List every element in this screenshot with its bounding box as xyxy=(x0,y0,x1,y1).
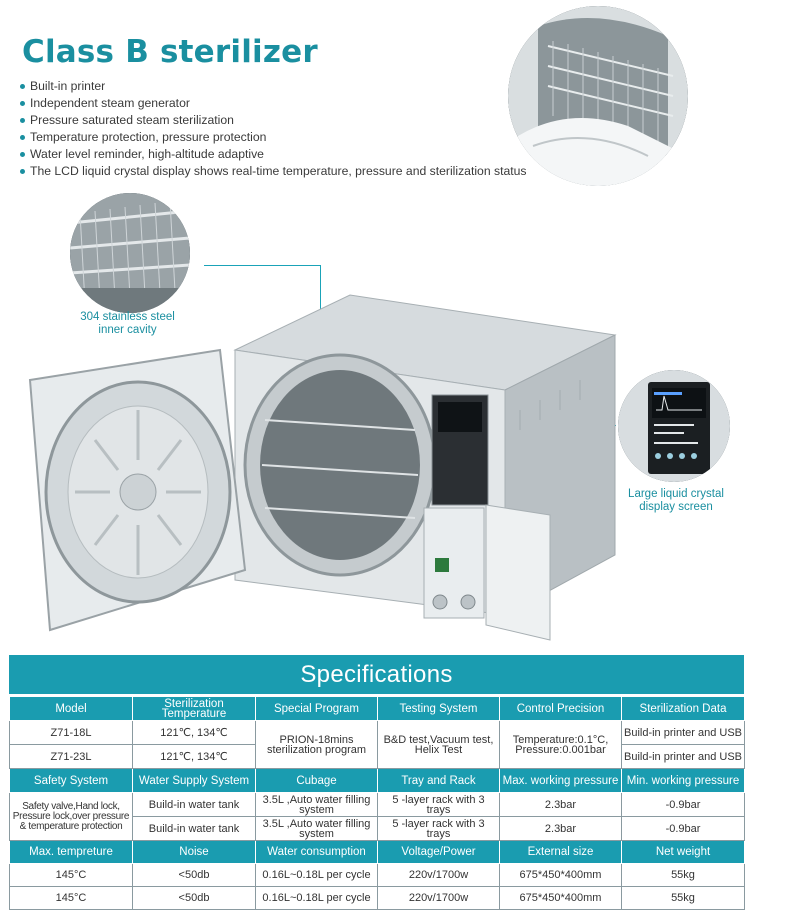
table-cell: -0.9bar xyxy=(622,817,745,841)
rack-closeup-image xyxy=(508,6,688,186)
table-header-cell: Model xyxy=(10,697,133,721)
table-header-cell: Noise xyxy=(133,841,256,864)
table-header-cell: Water consumption xyxy=(256,841,378,864)
feature-item: Built-in printer xyxy=(20,78,527,95)
table-cell: 55kg xyxy=(622,887,745,910)
table-row xyxy=(10,887,745,910)
table-header-cell: Cubage xyxy=(256,769,378,793)
table-header-cell: Tray and Rack xyxy=(378,769,500,793)
page-title: Class B sterilizer xyxy=(22,34,318,70)
table-header-cell: Sterilization Data xyxy=(622,697,745,721)
table-cell: 3.5L ,Auto water filling system xyxy=(256,793,378,817)
table-cell: 2.3bar xyxy=(500,817,622,841)
table-header-cell: Max. working pressure xyxy=(500,769,622,793)
table-cell: 145°C xyxy=(10,864,133,887)
table-cell: 220v/1700w xyxy=(378,887,500,910)
bullet-icon xyxy=(20,101,25,106)
table-cell: B&D test,Vacuum test, Helix Test xyxy=(378,721,500,769)
table-header-cell: Water Supply System xyxy=(133,769,256,793)
specifications-title: Specifications xyxy=(9,655,744,694)
table-cell: -0.9bar xyxy=(622,793,745,817)
table-cell: Temperature:0.1°C, Pressure:0.001bar xyxy=(500,721,622,769)
feature-list xyxy=(20,78,527,180)
sterilizer-illustration xyxy=(20,280,620,650)
table-header-row xyxy=(10,841,745,864)
table-cell: 2.3bar xyxy=(500,793,622,817)
table-cell: Safety valve,Hand lock, Pressure lock,over pressure & temperature protection xyxy=(10,793,133,841)
table-cell: 55kg xyxy=(622,864,745,887)
display-closeup-image xyxy=(618,370,730,482)
table-cell: 220v/1700w xyxy=(378,864,500,887)
table-header-cell: Control Precision xyxy=(500,697,622,721)
table-cell: 145°C xyxy=(10,887,133,910)
feature-item: Temperature protection, pressure protection xyxy=(20,129,527,146)
cavity-callout: 304 stainless steel inner cavity xyxy=(80,311,175,336)
cavity-connector-line xyxy=(204,265,321,266)
table-cell: 675*450*400mm xyxy=(500,864,622,887)
table-cell: 3.5L ,Auto water filling system xyxy=(256,817,378,841)
table-header-cell: Max. tempreture xyxy=(10,841,133,864)
table-header-row xyxy=(10,769,745,793)
table-cell: 5 -layer rack with 3 trays xyxy=(378,793,500,817)
table-cell: 0.16L~0.18L per cycle xyxy=(256,864,378,887)
specifications-table xyxy=(9,696,745,910)
bullet-icon xyxy=(20,118,25,123)
feature-item: Pressure saturated steam sterilization xyxy=(20,112,527,129)
bullet-icon xyxy=(20,135,25,140)
table-cell: Z71-18L xyxy=(10,721,133,745)
table-header-cell: Sterilization Temperature xyxy=(133,697,256,721)
table-cell: PRION-18mins sterilization program xyxy=(256,721,378,769)
table-header-cell: Special Program xyxy=(256,697,378,721)
table-cell: 121℃, 134℃ xyxy=(133,721,256,745)
table-row xyxy=(10,864,745,887)
table-cell: 675*450*400mm xyxy=(500,887,622,910)
feature-item: Water level reminder, high-altitude adaptive xyxy=(20,146,527,163)
table-cell: Z71-23L xyxy=(10,745,133,769)
bullet-icon xyxy=(20,169,25,174)
table-cell: 5 -layer rack with 3 trays xyxy=(378,817,500,841)
table-cell: 0.16L~0.18L per cycle xyxy=(256,887,378,910)
table-cell: Build-in printer and USB xyxy=(622,745,745,769)
table-header-cell: External size xyxy=(500,841,622,864)
table-cell: <50db xyxy=(133,887,256,910)
table-row xyxy=(10,721,745,745)
table-cell: Build-in water tank xyxy=(133,817,256,841)
table-row xyxy=(10,793,745,817)
display-callout: Large liquid crystal display screen xyxy=(628,488,724,513)
feature-item: The LCD liquid crystal display shows real-time temperature, pressure and sterilization status xyxy=(20,163,527,180)
table-header-cell: Net weight xyxy=(622,841,745,864)
table-cell: Build-in water tank xyxy=(133,793,256,817)
specifications-section xyxy=(9,655,744,910)
bullet-icon xyxy=(20,84,25,89)
table-header-row xyxy=(10,697,745,721)
table-header-cell: Voltage/Power xyxy=(378,841,500,864)
table-cell: <50db xyxy=(133,864,256,887)
table-header-cell: Min. working pressure xyxy=(622,769,745,793)
table-header-cell: Testing System xyxy=(378,697,500,721)
table-header-cell: Safety System xyxy=(10,769,133,793)
table-cell: 121℃, 134℃ xyxy=(133,745,256,769)
bullet-icon xyxy=(20,152,25,157)
table-cell: Build-in printer and USB xyxy=(622,721,745,745)
feature-item: Independent steam generator xyxy=(20,95,527,112)
